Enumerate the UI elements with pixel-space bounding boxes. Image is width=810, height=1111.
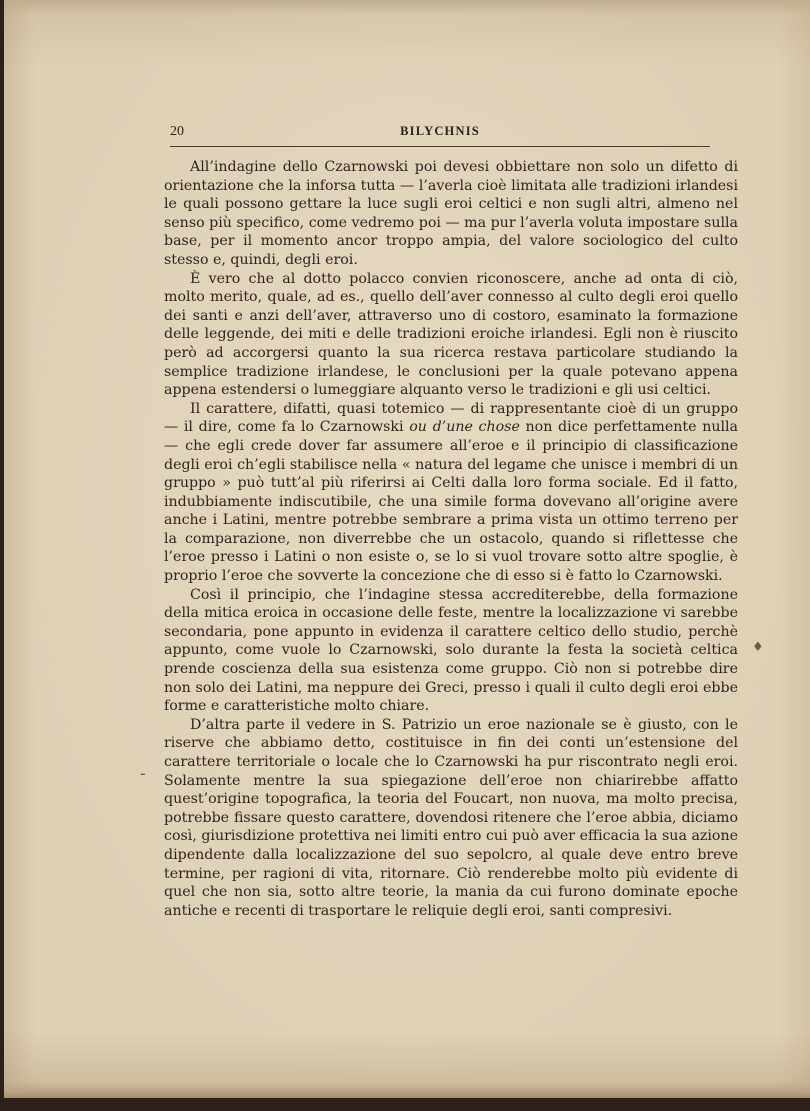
margin-ink-mark: ♦ [752, 640, 764, 655]
italic-phrase: ou d’une chose [409, 419, 520, 436]
paragraph-1: All’indagine dello Czarnowski poi devesi obbiettare non solo un difetto di orientazione che la inforsa tutta — l’averla cioè limitata alle tradizioni irlandesi le quali possono gettare la luce sugli eroi celtici e non sugli altri, almeno nel senso più specifico, come vedremo poi — ma pur l’averla voluta impostare sulla base, per il momento ancor troppo ampia, del valore sociologico del culto stesso e, quindi, degli eroi. [164, 159, 738, 268]
paragraph-3 [164, 400, 738, 586]
page-bottom-edge [4, 1082, 810, 1098]
article-body [164, 158, 738, 920]
paragraph-5: D’altra parte il vedere in S. Patrizio un eroe nazionale se è giusto, con le riserve che abbiamo detto, costituisce in fin dei conti un’estensione del carattere territoriale o locale che lo Czarnowski ha pur riscontrato negli eroi. Solamente mentre la sua spiegazione dell’eroe non chiarirebbe affatto quest’origine topografica, la teoria del Foucart, non nuova, ma molto precisa, potrebbe fissare questo carattere, dovendosi ritenere che l’eroe abbia, diciamo così, giurisdizione protettiva nei limiti entro cui può aver efficacia la sua azione dipendente dalla localizzazione del suo sepolcro, al quale deve entro breve termine, per ragioni di vita, ritornare. Ciò renderebbe molto più evidente di quel che non sia, sotto altre teorie, la mania da cui furono dominate epoche antiche e recenti di trasportare le reliquie degli eroi, santi compresivi. [164, 716, 738, 919]
page-top-edge [4, 0, 810, 14]
paragraph-3-end: non dice perfettamente nulla — che egli crede dover far assumere all’eroe e il principio di classificazione degli eroi ch’egli stabilisce nella « natura del legame che unisce i membri di un gruppo » può tutt’al più riferirsi ai Celti dalla loro forma sociale. Ed il fatto, indubbiamente indiscutibile, che una simile forma dovevano all’origine avere anche i Latini, mentre potrebbe sembrare a prima vista un ottimo terreno per la comparazione, non diverrebbe che un ostacolo, quando si riflettesse che l’eroe presso i Latini o non esiste o, se lo si vuol trovare sotto altre spoglie, è proprio l’eroe che sovverte la concezione che di esso si è fatto lo Czarnowski. [164, 419, 739, 585]
page-number: 20 [170, 124, 184, 139]
book-page [4, 0, 810, 1098]
page-header [170, 120, 710, 147]
paragraph-2: È vero che al dotto polacco convien riconoscere, anche ad onta di ciò, molto merito, quale, ad es., quello dell’aver connesso al culto degli eroi quello dei santi e anzi dell’aver, attraverso uno di costoro, esaminato la formazione delle leggende, dei miti e delle tradizioni eroiche irlandesi. Egli non è riuscito però ad accorgersi quanto la sua ricerca restava particolare studiando la semplice tradizione irlandese, le conclusioni per la quale potevano appena appena estendersi o lumeggiare alquanto verso le tradizioni e gli usi celtici. [164, 270, 738, 399]
paragraph-3-start: Il carattere, difatti, quasi totemico — di rappresentante cioè di un gruppo — il dire, come fa lo Czarnowski [164, 400, 738, 436]
running-head: BILYCHNIS [400, 124, 480, 138]
margin-dash-mark: - [140, 764, 146, 783]
paragraph-4: Così il principio, che l’indagine stessa accrediterebbe, della formazione della mitica eroica in occasione delle feste, mentre la localizzazione vi sarebbe secondaria, pone appunto in evidenza il carattere celtico dello studio, perchè appunto, come vuole lo Czarnowski, solo durante la festa la società celtica prende coscienza della sua esistenza come gruppo. Ciò non si potrebbe dire non solo dei Latini, ma neppure dei Greci, presso i quali il culto degli eroi ebbe forme e caratteristiche molto chiare. [164, 586, 738, 715]
